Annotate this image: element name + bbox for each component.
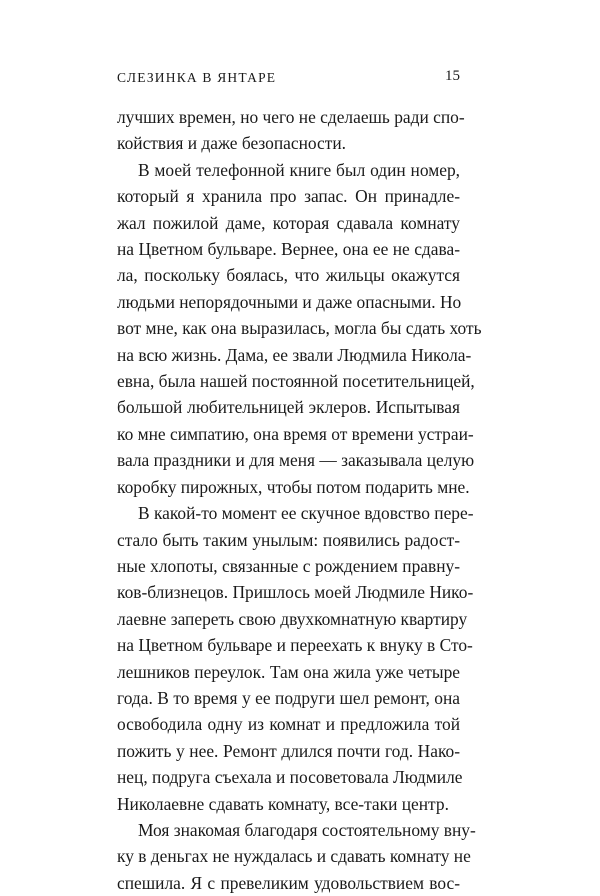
text-line: лучших времен, но чего не сделаешь ради спо- [117,107,465,127]
text-line: стало быть таким унылым: появились радост- [117,529,460,550]
text-line: лешников переулок. Там она жила уже четыре [117,661,460,682]
text-line: людьми непорядочными и даже опасными. Но [117,291,462,312]
text-line: ла, поскольку боялась, что жильцы окажутся [117,265,460,286]
text-line: ные хлопоты, связанные с рождением правну- [117,555,460,576]
text-line: пожить у нее. Ремонт длился почти год. Нако- [117,740,460,761]
text-line: нец, подруга съехала и посоветовала Людмиле [117,767,463,788]
text-line: вот мне, как она выразилась, могла бы сдать хоть [117,318,482,339]
text-line: который я хранила про запас. Он принадле- [117,186,460,207]
text-line: коробку пирожных, чтобы потом подарить мне. [117,476,470,497]
text-line: вала праздники и для меня — заказывала целую [117,450,475,471]
text-line: лаевне запереть свою двухкомнатную квартиру [117,608,468,629]
text-line: В моей телефонной книге был один номер, [138,159,460,180]
text-line: Николаевне сдавать комнату, все-таки центр. [117,793,449,814]
running-title: СЛЕЗИНКА В ЯНТАРЕ [117,70,277,85]
text-line: Моя знакомая благодаря состоятельному вну- [138,819,476,840]
text-line: большой любительницей эклеров. Испытывая [117,397,460,418]
text-line: В какой-то момент ее скучное вдовство пере- [138,503,474,524]
text-line: на всю жизнь. Дама, ее звали Людмила Никола- [117,344,472,365]
page-number: 15 [445,68,460,84]
text-line: на Цветном бульваре. Вернее, она ее не сдава- [117,239,460,260]
text-line: года. В то время у ее подруги шел ремонт, она [117,687,460,708]
text-line: освободила одну из комнат и предложила той [117,714,460,735]
text-line: на Цветном бульваре и переехать к внуку в Сто- [117,635,473,656]
text-line: жал пожилой даме, которая сдавала комнату [117,212,460,233]
text-line: койствия и даже безопасности. [117,133,346,154]
text-line: ков-близнецов. Пришлось моей Людмиле Нико- [117,582,474,603]
text-line: спешила. Я с превеликим удовольствием вос- [117,872,460,893]
text-line: ку в деньгах не нуждалась и сдавать комнату не [117,846,471,867]
text-line: ко мне симпатию, она время от времени устраи- [117,423,474,444]
body-text [117,104,482,896]
text-line: евна, была нашей постоянной посетительницей, [117,371,475,392]
